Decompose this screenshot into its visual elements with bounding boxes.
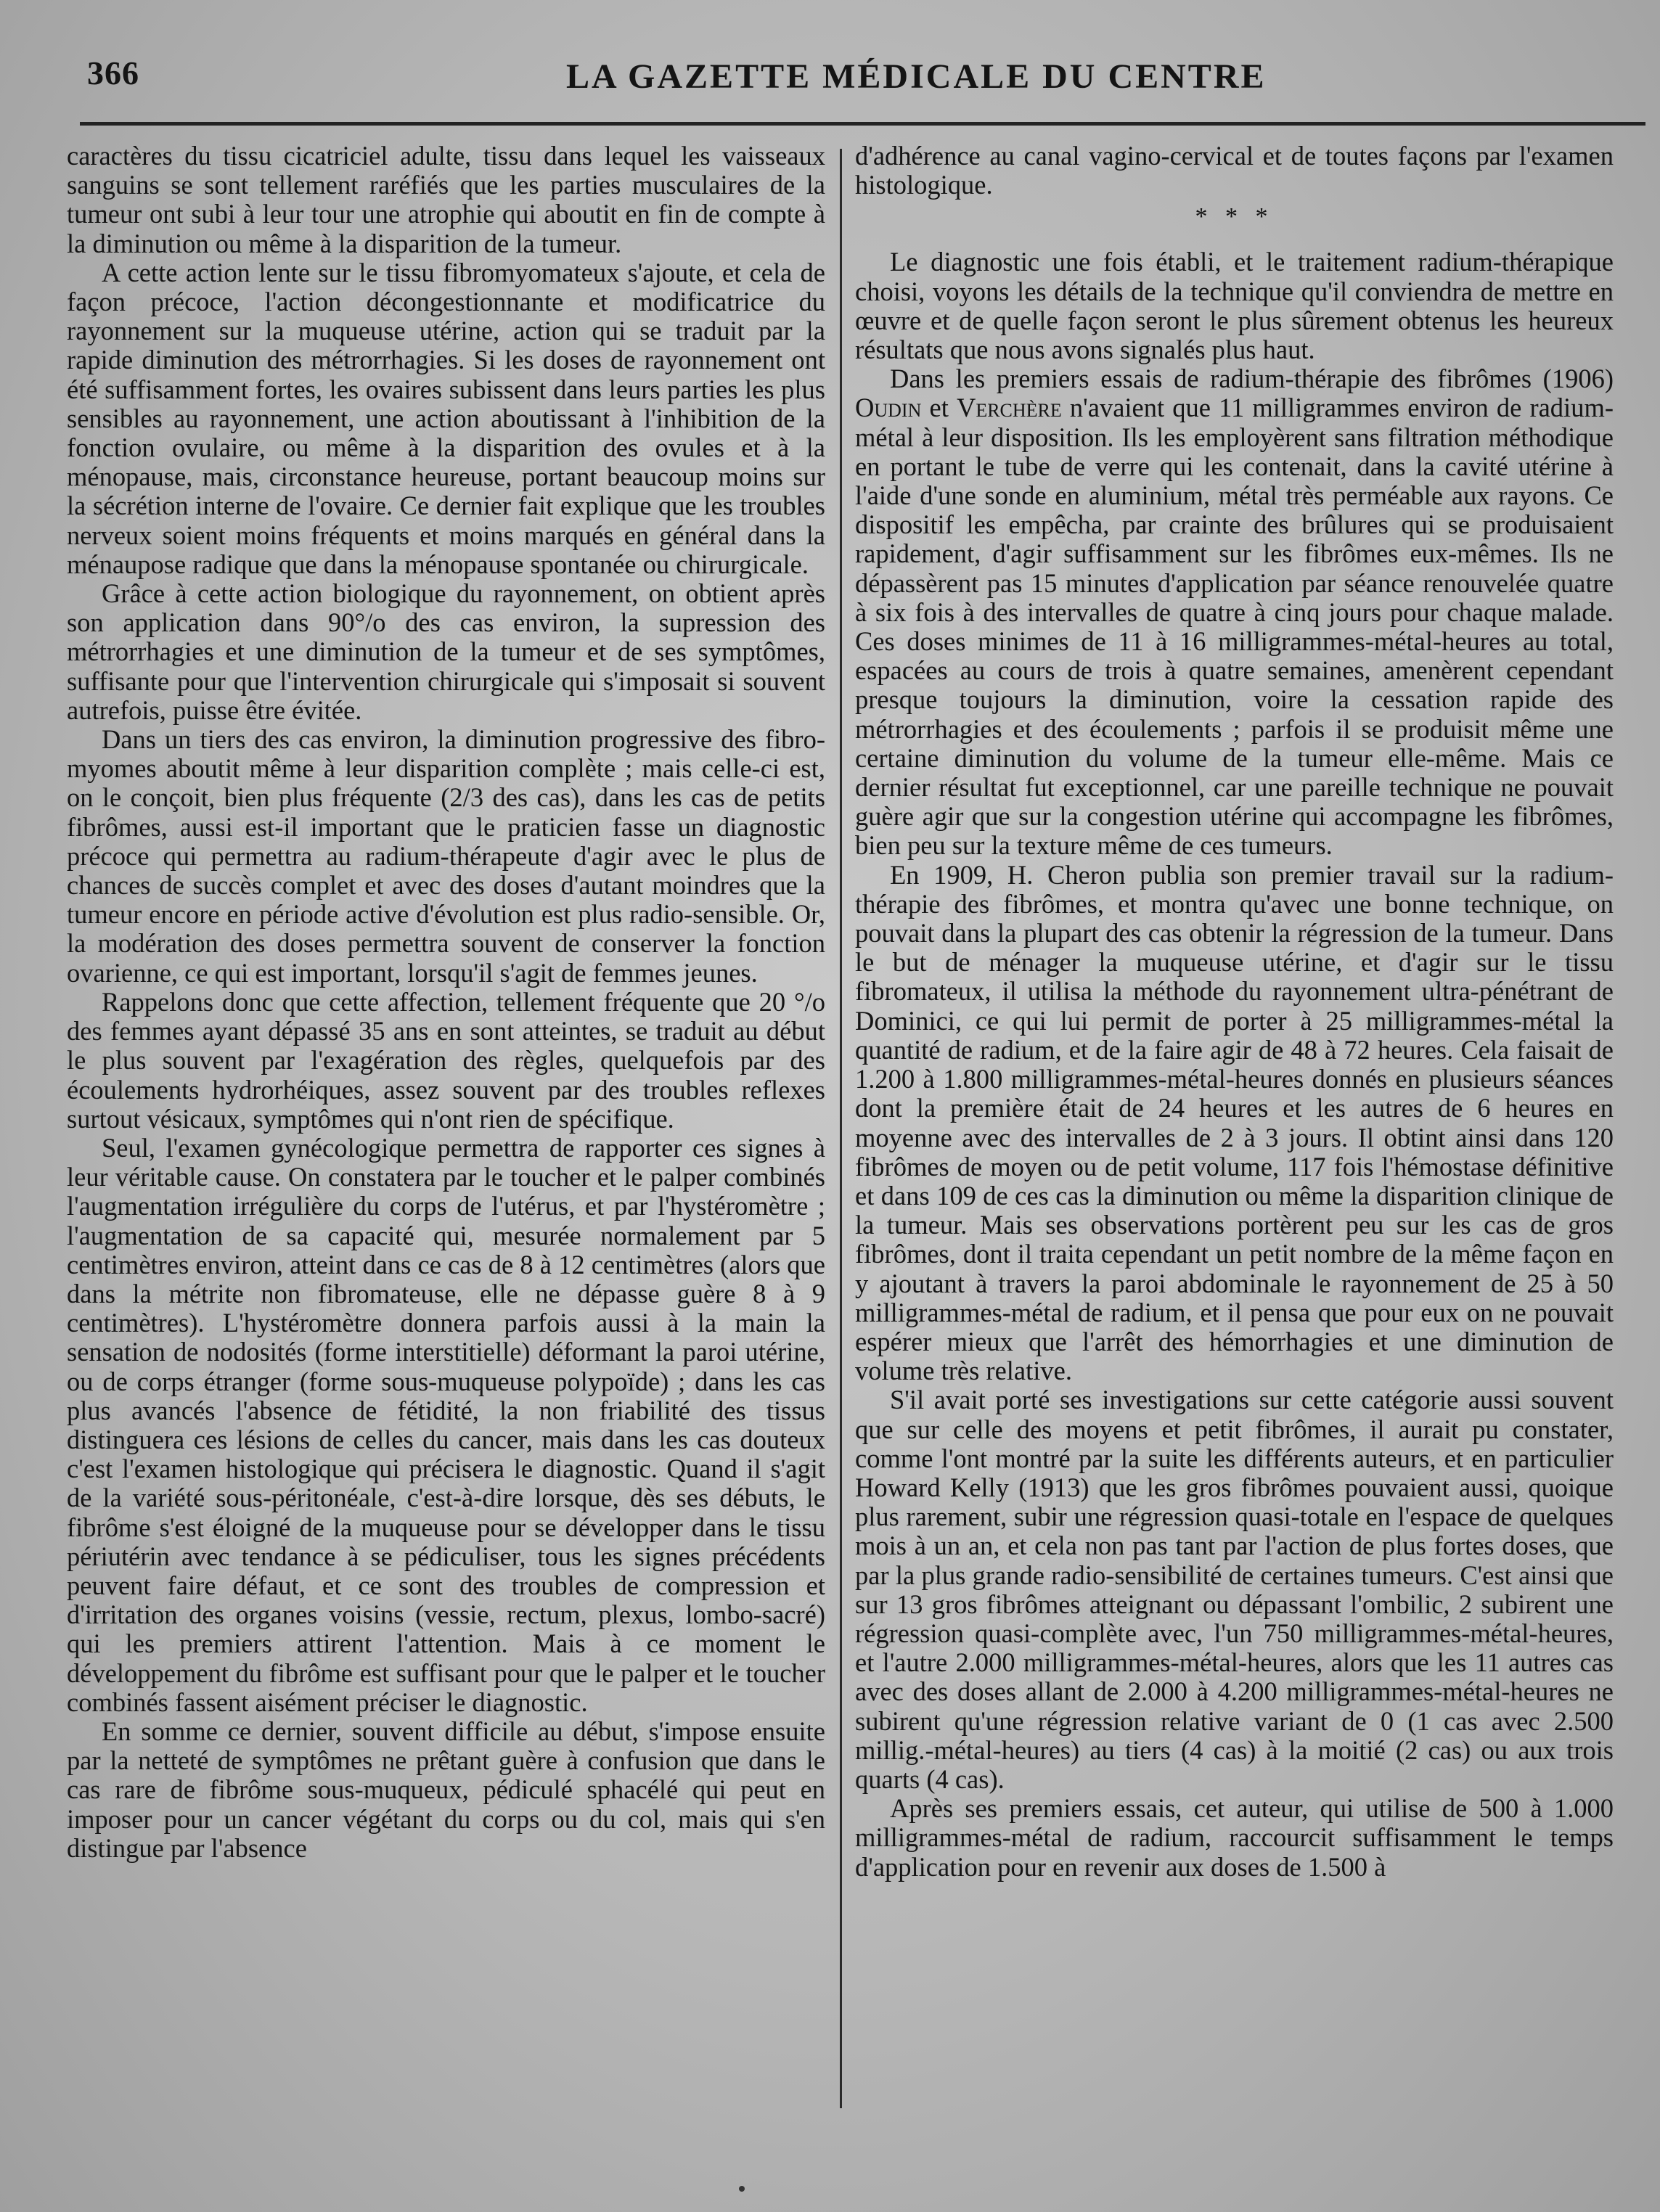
right-column [855,142,1614,1882]
section-separator: * * * [1195,203,1274,231]
paragraph: Rappelons donc que cette affection, tellement fréquente que 20 °/o des femmes ayant dépassé 35 ans en sont atteintes, se traduit au début le plus souvent par l'exagération des règles, quelquefois par des écoulements hydrorhéiques, assez souvent par des troubles reflexes surtout vésicaux, symptômes qui n'ont rien de spécifique. [67,986,825,1134]
ink-dot [739,2186,745,2192]
text-run: n'avaient que 11 milligrammes environ de radium-métal à leur disposition. Ils les employèrent sans filtration méthodique en portant le tube de verre qui les contenait, dans la cavité utérine à l'aide d'une sonde en aluminium, métal très perméable aux rayons. Ce dispositif les empêcha, par crainte des brûlures qui se produisaient rapidement, d'agir suffisamment sur les fibrômes eux-mêmes. Ils ne dépassèrent pas 15 minutes d'application par séance renouvelée quatre à six fois à des intervalles de quatre à cinq jours pour chaque malade. Ces doses minimes de 11 à 16 milligrammes-métal-heures au total, espacées au cours de trois à quatre semaines, amenèrent cependant presque toujours la diminution, voire la cessation rapide des métrorrhagies et des écoulements ; parfois il se produisit même une certaine diminution du volume de la tumeur elle-même. Mais ce dernier résultat fut exceptionnel, car une pareille technique ne pouvait guère agir que sur la congestion utérine qui accompagne les fibrômes, bien peu sur la texture même de ces tumeurs. [855,393,1614,861]
paragraph: Le diagnostic une fois établi, et le traitement radium-thérapique choisi, voyons les détails de la technique qu'il conviendra de mettre en œuvre et de quelle façon seront le plus sûrement obtenus les heureux résultats que nous avons signalés plus haut. [855,247,1614,365]
paragraph: caractères du tissu cicatriciel adulte, tissu dans lequel les vaisseaux sanguins se sont tellement raréfiés que les parties musculaires de la tumeur ont subi à leur tour une atrophie qui aboutit en fin de compte à la diminution ou même à la disparition de la tumeur. [67,141,825,258]
author-name: Verchère [956,393,1062,423]
text-run: et [921,393,957,423]
paragraph: d'adhérence au canal vagino-cervical et de toutes façons par l'examen histologique. [855,141,1614,200]
paragraph [855,364,1614,860]
paragraph: S'il avait porté ses investigations sur cette catégorie aussi souvent que sur celle des moyens et petit fibrômes, il aurait pu constater, comme l'ont montré par la suite les différents auteurs, et en particulier Howard Kelly (1913) que les gros fibrômes pouvaient aussi, quoique plus rarement, subir une régression quasi-totale en l'espace de quelques mois à un an, et cela non pas tant par l'action de plus fortes doses, que par la plus grande radio-sensibilité de certaines tumeurs. C'est ainsi que sur 13 gros fibrômes atteignant ou dépassant l'ombilic, 2 subirent une régression quasi-complète avec, l'un 750 milligrammes-métal-heures, et l'autre 2.000 milligrammes-métal-heures, alors que les 11 autres cas avec des doses allant de 2.000 à 4.200 milligrammes-métal-heures ne subirent qu'une régression relative variant de 0 (1 cas avec 2.500 millig.-métal-heures) au tiers (4 cas) à la moitié (2 cas) ou aux trois quarts (4 cas). [855,1385,1614,1794]
page-number: 366 [87,54,139,91]
journal-title: LA GAZETTE MÉDICALE DU CENTRE [566,57,1267,96]
paragraph: Seul, l'examen gynécologique permettra de rapporter ces signes à leur véritable cause. On constatera par le toucher et le palper combinés l'augmentation irrégulière du corps de l'utérus, et par l'hystéromètre ; l'augmentation de sa capacité qui, mesurée normalement par 5 centimètres environ, atteint dans ce cas de 8 à 12 centimètres (alors que dans la métrite non fibromateuse, elle ne dépasse guère 8 à 9 centimètres). L'hystéromètre donnera parfois aussi à la main la sensation de nodosités (forme interstitielle) déformant la paroi utérine, ou de corps étranger (forme sous-muqueuse polypoïde) ; dans les cas plus avancés l'absence de fétidité, la non friabilité des tissus distinguera ces lésions de celles du cancer, mais dans les cas douteux c'est l'examen histologique qui précisera le diagnostic. Quand il s'agit de la variété sous-péritonéale, c'est-à-dire lorsque, dès ses débuts, le fibrôme s'est éloigné de la muqueuse pour se développer dans le tissu périutérin avec tendance à se pédiculiser, tous les signes précédents peuvent faire défaut, et ce sont des troubles de compression et d'irritation des organes voisins (vessie, rectum, plexus, lombo-sacré) qui les premiers attirent l'attention. Mais à ce moment le développement du fibrôme est suffisant pour que le palper et le toucher combinés fassent aisément préciser le diagnostic. [67,1132,825,1717]
author-name: Oudin [855,393,922,423]
header-rule [80,122,1645,126]
paragraph: Grâce à cette action biologique du rayonnement, on obtient après son application dans 90°/o des cas environ, la supression des métrorrhagies et une diminution de la tumeur et de ses symptômes, suffisante pour que l'intervention chirurgicale qui s'imposait si souvent autrefois, puisse être évitée. [67,578,825,725]
left-column [67,142,825,1863]
paragraph: Dans un tiers des cas environ, la diminution progressive des fibro-myomes aboutit même à leur disparition complète ; mais celle-ci est, on le conçoit, bien plus fréquente (2/3 des cas), dans les cas de petits fibrômes, aussi est-il important que le praticien fasse un diagnostic précoce qui permettra au radium-thérapeute d'agir avec le plus de chances de succès complet et avec des doses d'autant moindres que la tumeur encore en période active d'évolution est plus radio-sensible. Or, la modération des doses permettra souvent de conserver la fonction ovarienne, ce qui est important, lorsqu'il s'agit de femmes jeunes. [67,724,825,988]
paragraph: En 1909, H. Cheron publia son premier travail sur la radium-thérapie des fibrômes, et montra qu'avec une bonne technique, on pouvait dans la plupart des cas obtenir la régression de la tumeur. Dans le but de ménager la muqueuse utérine, et d'agir sur le tissu fibromateux, il utilisa la méthode du rayonnement ultra-pénétrant de Dominici, ce qui lui permit de porter à 25 milligrammes-métal la quantité de radium, et de la faire agir de 48 à 72 heures. Cela faisait de 1.200 à 1.800 milligrammes-métal-heures donnés en plusieurs séances dont la première était de 24 heures et les autres de 6 heures en moyenne avec des intervalles de 2 à 3 jours. Il obtint ainsi dans 120 fibrômes de moyen ou de petit volume, 117 fois l'hémostase définitive et dans 109 de ces cas la diminution ou même la disparition clinique de la tumeur. Mais ses observations portèrent peu sur les cas de gros fibrômes, dont il traita cependant un petit nombre de la même façon en y ajoutant à travers la paroi abdominale le rayonnement de 25 à 50 milligrammes-métal de radium, et il pensa que pour eux on ne pouvait espérer mieux que l'arrêt des hémorrhagies et une diminution de volume très relative. [855,859,1614,1386]
paragraph: A cette action lente sur le tissu fibromyomateux s'ajoute, et cela de façon précoce, l'action décongestionnante et modificatrice du rayonnement sur la muqueuse utérine, action qui se traduit par la rapide diminution des métrorrhagies. Si les doses de rayonnement ont été suffisamment fortes, les ovaires subissent dans leurs parties les plus sensibles au rayonnement, une action aboutissant à l'inhibition de la fonction ovulaire, ou même à la disparition des ovules et à la ménopause, mais, circonstance heureuse, portant beaucoup moins sur la sécrétion interne de l'ovaire. Ce dernier fait explique que les troubles nerveux soient moins fréquents et moins marqués en général dans la ménaupose radique que dans la ménopause spontanée ou chirurgicale. [67,257,825,579]
column-divider [840,149,842,2108]
paragraph: Après ses premiers essais, cet auteur, qui utilise de 500 à 1.000 milligrammes-métal de radium, raccourcit suffisamment le temps d'application pour en revenir aux doses de 1.500 à [855,1793,1614,1882]
paragraph: En somme ce dernier, souvent difficile au début, s'impose ensuite par la netteté de symptômes ne prêtant guère à confusion que dans le cas rare de fibrôme sous-muqueux, pédiculé sphacélé qui peut en imposer pour un cancer végétant du corps ou du col, mais qui s'en distingue par l'absence [67,1716,825,1863]
text-run: Dans les premiers essais de radium-thérapie des fibrômes (1906) [890,364,1614,394]
page-header [87,49,1631,100]
